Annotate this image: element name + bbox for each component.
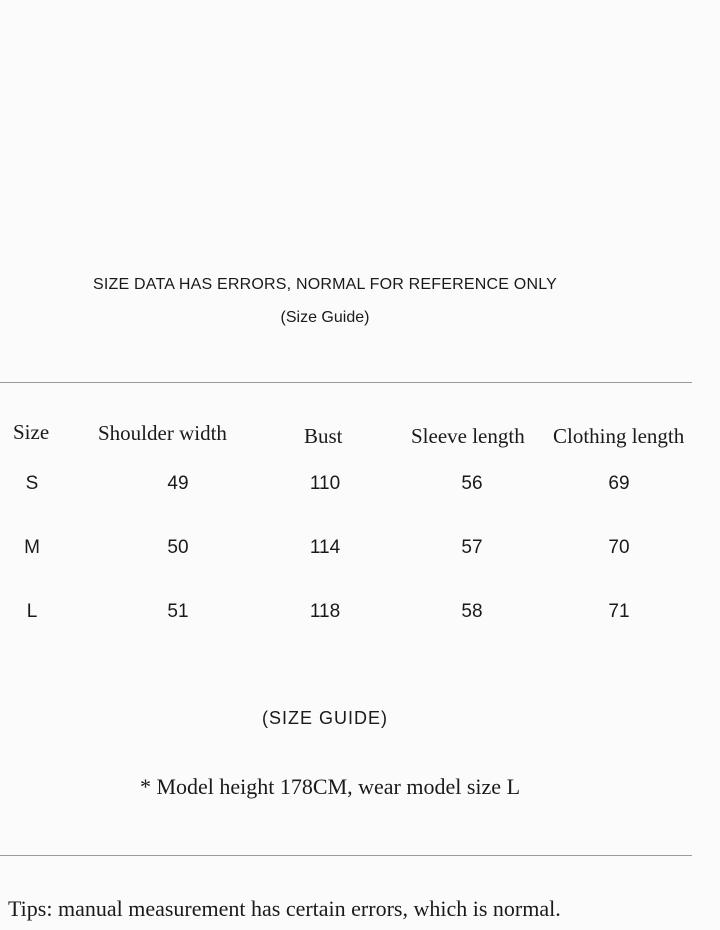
header-clothing-length: Clothing length — [553, 424, 685, 448]
header-shoulder-width: Shoulder width — [98, 421, 227, 445]
cell-size: S — [25, 473, 39, 494]
cell-shoulder-width: 50 — [167, 537, 189, 558]
bottom-divider — [0, 855, 692, 856]
cell-sleeve-length: 56 — [461, 473, 483, 494]
header-sleeve-length: Sleeve length — [411, 424, 525, 448]
top-divider — [0, 382, 692, 383]
cell-size: L — [26, 601, 38, 622]
header-bust: Bust — [304, 424, 343, 448]
cell-bust: 114 — [309, 537, 341, 558]
model-height-note: * Model height 178CM, wear model size L — [139, 774, 521, 799]
cell-sleeve-length: 58 — [461, 601, 483, 622]
header-size: Size — [13, 420, 50, 444]
cell-clothing-length: 71 — [608, 601, 630, 622]
cell-bust: 110 — [309, 473, 341, 494]
size-guide-label: (SIZE GUIDE) — [261, 708, 388, 728]
cell-sleeve-length: 57 — [461, 537, 483, 558]
size-data-notice: SIZE DATA HAS ERRORS, NORMAL FOR REFERENCE ONLY — [93, 276, 557, 293]
cell-clothing-length: 70 — [608, 537, 630, 558]
cell-size: M — [24, 537, 40, 558]
cell-bust: 118 — [309, 601, 341, 622]
size-guide-subtitle: (Size Guide) — [280, 309, 370, 326]
cell-shoulder-width: 49 — [167, 473, 189, 494]
cell-shoulder-width: 51 — [167, 601, 189, 622]
measurement-tips: Tips: manual measurement has certain errors, which is normal. — [8, 896, 561, 921]
cell-clothing-length: 69 — [608, 473, 630, 494]
